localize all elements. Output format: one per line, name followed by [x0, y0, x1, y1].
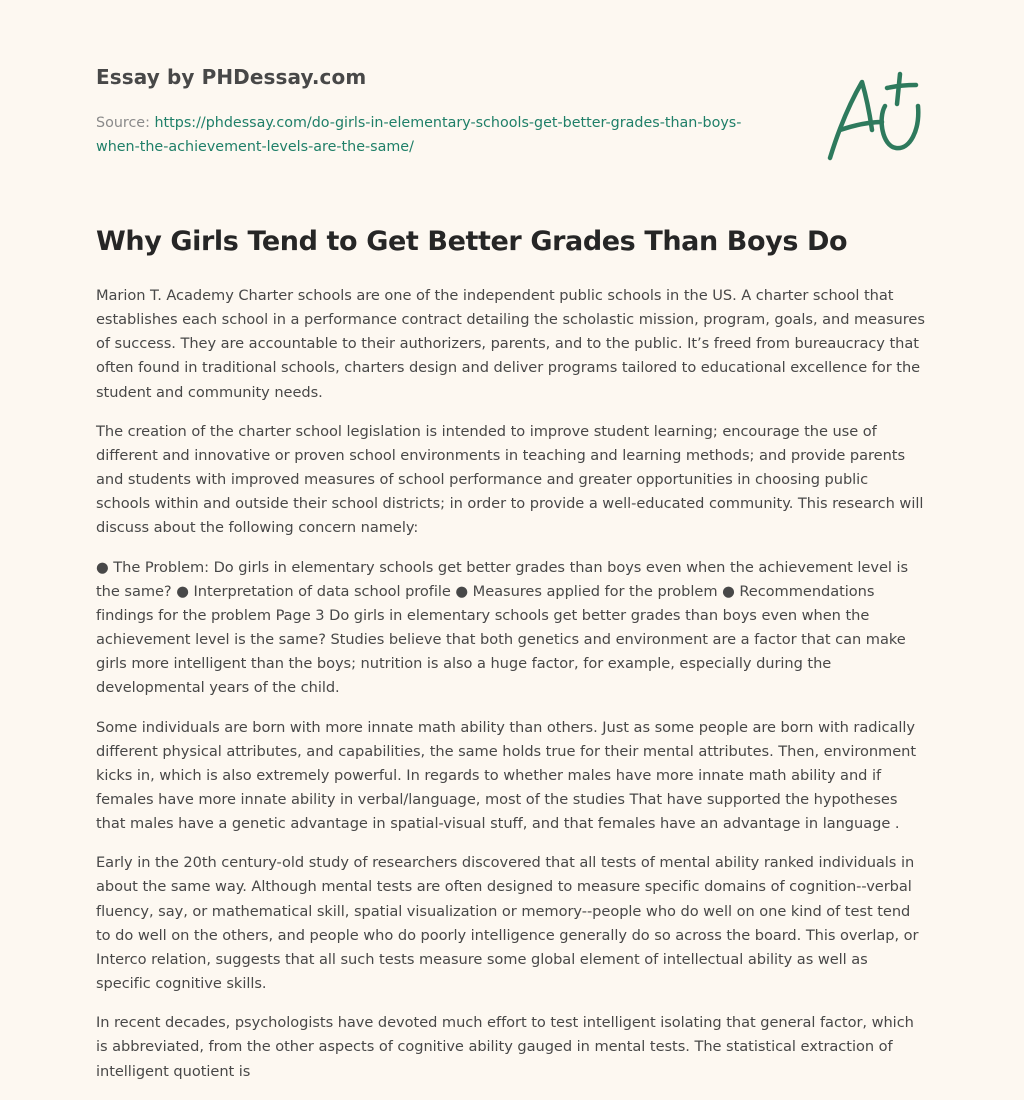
source-label: Source: [96, 115, 155, 131]
essay-title: Why Girls Tend to Get Better Grades Than Boys Do [96, 226, 848, 257]
essay-paragraph: Early in the 20th century-old study of researchers discovered that all tests of mental ability ranked individuals in about the same way. Although mental tests are often designed to measure specific domains of cognition--verbal fluency, say, or mathematical skill, spatial visualization or memory--people who do well on one kind of test tend to do well on the others, and people who do poorly intelligence generally do so across the board. This overlap, or Interco relation, suggests that all such tests measure some global element of intellectual ability as well as specific cognitive skills. [96, 854, 919, 993]
source-link[interactable]: https://phdessay.com/do-girls-in-elementary-schools-get-better-grades-than-boys-when-the-achievement-levels-are-the-same/ [96, 115, 742, 155]
essay-body [96, 284, 926, 1099]
essay-paragraph: In recent decades, psychologists have devoted much effort to test intelligent isolating that general factor, which is abbreviated, from the other aspects of cognitive ability gauged in mental tests. The statistical extraction of intelligent quotient is [96, 1014, 914, 1080]
source-line [96, 111, 756, 159]
essay-paragraph: Some individuals are born with more innate math ability than others. Just as some people are born with radically different physical attributes, and capabilities, the same holds true for their mental attributes. Then, environment kicks in, which is also extremely powerful. In regards to whether males have more innate math ability and if females have more innate ability in verbal/language, most of the studies That have supported the hypotheses that males have a genetic advantage in spatial-visual stuff, and that females have an advantage in language . [96, 718, 917, 833]
essay-paragraph: Marion T. Academy Charter schools are one of the independent public schools in the US. A charter school that establishes each school in a performance contract detailing the scholastic mission, program, goals, and measures of success. They are accountable to their authorizers, parents, and to the public. It’s freed from bureaucracy that often found in traditional schools, charters design and deliver programs tailored to educational excellence for the student and community needs. [96, 287, 925, 401]
essay-paragraph: The creation of the charter school legislation is intended to improve student learning; encourage the use of different and innovative or proven school environments in teaching and learning methods; and provide parents and students with improved measures of school performance and greater opportunities in choosing public schools within and outside their school districts; in order to provide a well-educated community. This research will discuss about the following concern namely: [96, 422, 924, 537]
a-plus-logo-icon [826, 70, 926, 165]
site-brand: Essay by PHDessay.com [96, 65, 367, 89]
essay-paragraph: ● The Problem: Do girls in elementary schools get better grades than boys even when the achievement level is the same? ● Interpretation of data school profile ● Measures applied for the problem ● Recommendations findings for the problem Page 3 Do girls in elementary schools get better grades than boys even when the achievement level is the same? Studies believe that both genetics and environment are a factor that can make girls more intelligent than the boys; nutrition is also a huge factor, for example, especially during the developmental years of the child. [96, 558, 909, 697]
